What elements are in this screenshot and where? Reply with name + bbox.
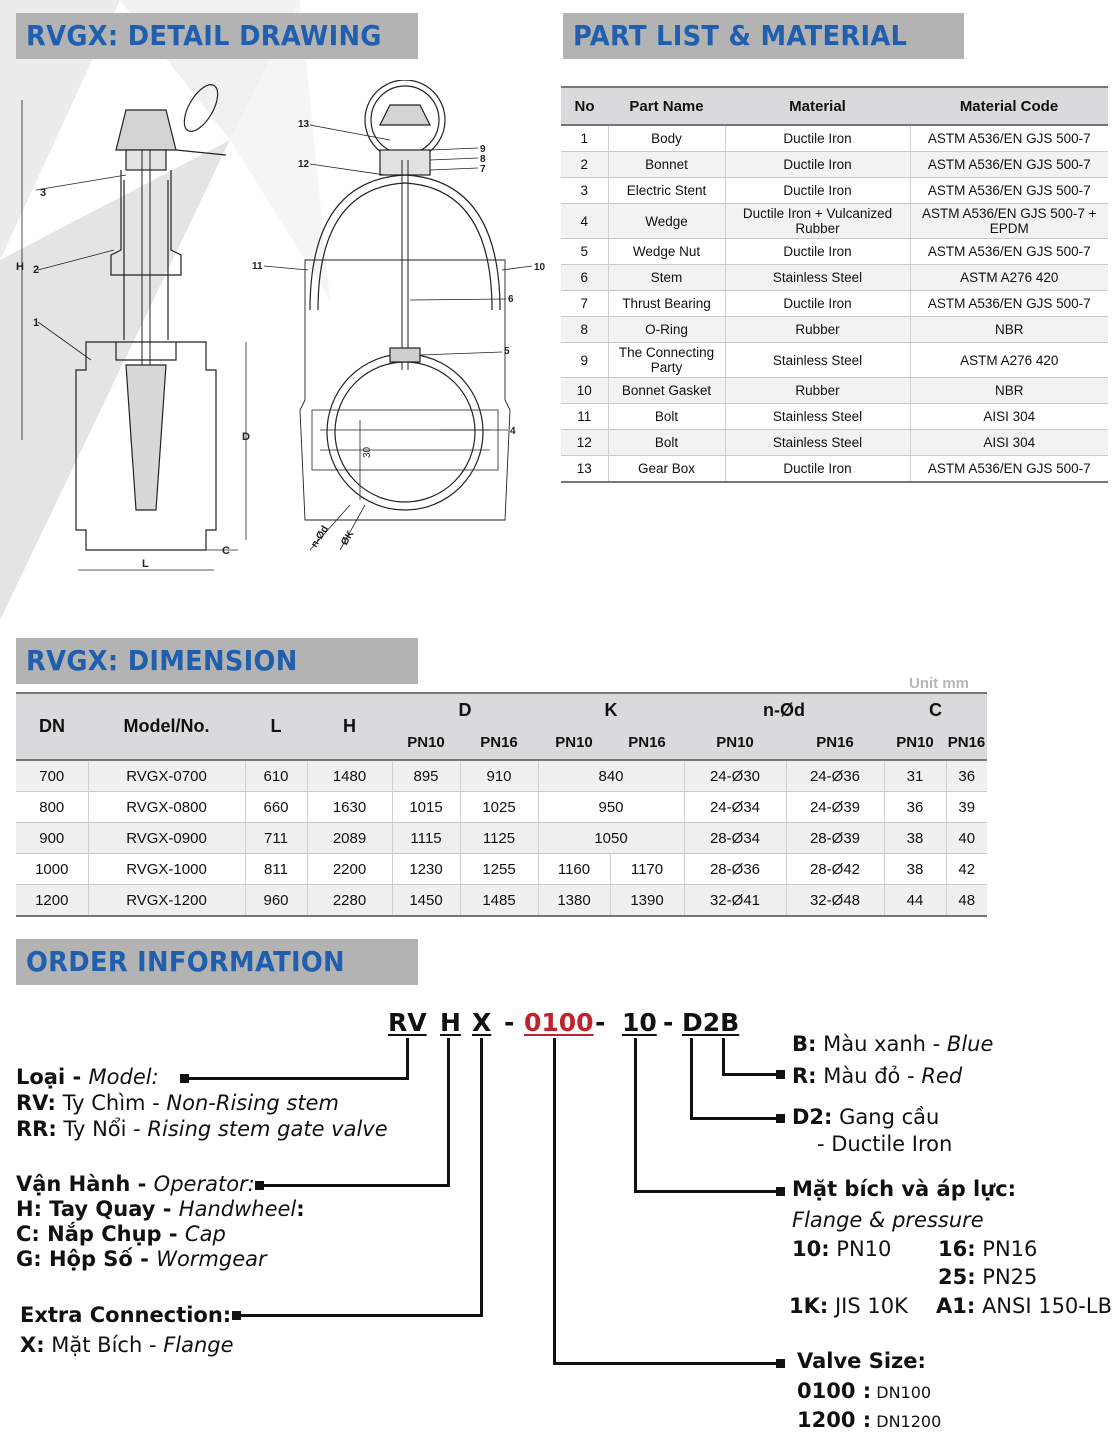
drawing-label: 2 [33, 264, 40, 276]
table-cell: Ductile Iron [725, 125, 910, 152]
column-subheader: PN10 [884, 726, 946, 760]
table-cell: 28-Ø36 [684, 854, 786, 885]
flange-option-10: 10: PN10 [792, 1237, 892, 1261]
table-cell: 1390 [610, 885, 684, 917]
table-cell: ASTM A536/EN GJS 500-7 [910, 239, 1108, 265]
table-cell: RVGX-0800 [88, 792, 245, 823]
column-header: Material Code [910, 87, 1108, 125]
table-row [16, 854, 987, 885]
table-cell: 9 [561, 343, 608, 378]
table-cell: 24-Ø30 [684, 760, 786, 792]
section-title: RVGX: DETAIL DRAWING [26, 19, 382, 52]
column-header: D [392, 693, 538, 726]
table-cell: Bonnet [608, 152, 725, 178]
drawing-label: 9 [480, 144, 486, 155]
table-cell: Rubber [725, 317, 910, 343]
operator-option-c: C: Nắp Chụp - Cap [16, 1222, 226, 1246]
table-cell: 28-Ø42 [786, 854, 884, 885]
table-cell: Stainless Steel [725, 343, 910, 378]
flange-subtitle: Flange & pressure [792, 1208, 984, 1232]
column-subheader: PN16 [610, 726, 684, 760]
table-cell: ASTM A536/EN GJS 500-7 [910, 178, 1108, 204]
table-row [561, 239, 1108, 265]
section-title: PART LIST & MATERIAL [573, 19, 908, 52]
drawing-label: 12 [298, 159, 310, 170]
table-cell: 1160 [538, 854, 610, 885]
flange-option-16: 16: PN16 [938, 1237, 1038, 1261]
drawing-label: n-Ød [309, 523, 331, 550]
table-row [561, 125, 1108, 152]
drawing-label: 8 [480, 154, 486, 165]
valve-size-title: Valve Size: [797, 1349, 926, 1373]
flange-title: Mặt bích và áp lực: [792, 1177, 1017, 1201]
section-header-dimension [16, 638, 418, 684]
table-row [561, 204, 1108, 239]
table-row [561, 265, 1108, 291]
unit-label: Unit mm [909, 675, 969, 692]
table-cell: 2089 [307, 823, 392, 854]
drawing-label: 30 [362, 446, 373, 458]
code-part-connection: X [472, 1008, 492, 1037]
code-part-size: 0100 [524, 1008, 594, 1037]
table-row [561, 430, 1108, 456]
table-cell: 700 [16, 760, 88, 792]
table-row [561, 378, 1108, 404]
table-cell: 2280 [307, 885, 392, 917]
table-cell: 895 [392, 760, 460, 792]
material-option-d2: D2: Gang cầu [792, 1105, 940, 1129]
extra-connection-title: Extra Connection: [20, 1303, 232, 1327]
table-cell: RVGX-0900 [88, 823, 245, 854]
column-header: L [245, 693, 307, 760]
extra-connection-option-x: X: Mặt Bích - Flange [20, 1333, 234, 1357]
flange-option-a1: A1: ANSI 150-LB [936, 1294, 1112, 1318]
section-header-part-list [563, 13, 964, 59]
table-cell: 48 [946, 885, 987, 917]
table-cell: Bonnet Gasket [608, 378, 725, 404]
table-cell: Thrust Bearing [608, 291, 725, 317]
code-separator: - [504, 1008, 515, 1037]
table-cell: 1115 [392, 823, 460, 854]
table-cell: RVGX-1000 [88, 854, 245, 885]
drawing-label: 7 [480, 164, 486, 175]
table-cell: 610 [245, 760, 307, 792]
table-cell: 1015 [392, 792, 460, 823]
table-cell: 1025 [460, 792, 538, 823]
table-cell: 950 [538, 792, 684, 823]
table-cell: 1450 [392, 885, 460, 917]
table-cell: 32-Ø48 [786, 885, 884, 917]
table-cell: 12 [561, 430, 608, 456]
table-row [561, 343, 1108, 378]
table-cell: Stainless Steel [725, 265, 910, 291]
column-header: Part Name [608, 87, 725, 125]
model-title: Loại - Model: [16, 1065, 159, 1089]
drawing-label: D [242, 431, 250, 443]
table-cell: 1 [561, 125, 608, 152]
table-cell: RVGX-0700 [88, 760, 245, 792]
table-cell: 38 [884, 854, 946, 885]
drawing-label: 4 [510, 426, 516, 437]
table-cell: 900 [16, 823, 88, 854]
table-cell: 24-Ø39 [786, 792, 884, 823]
table-cell: ASTM A536/EN GJS 500-7 [910, 152, 1108, 178]
table-cell: 7 [561, 291, 608, 317]
table-cell: 1170 [610, 854, 684, 885]
table-cell: 28-Ø39 [786, 823, 884, 854]
dimension-table [16, 692, 987, 917]
table-cell: 40 [946, 823, 987, 854]
table-cell: 13 [561, 456, 608, 483]
valve-size-option-0100: 0100 : DN100 [797, 1379, 932, 1403]
model-option-rr: RR: Ty Nổi - Rising stem gate valve [16, 1117, 388, 1141]
section-header-detail-drawing [16, 13, 418, 59]
operator-option-h: H: Tay Quay - Handwheel: [16, 1197, 305, 1221]
table-cell: 660 [245, 792, 307, 823]
valve-front-view-drawing [250, 80, 550, 560]
code-separator: - [595, 1008, 606, 1037]
table-row [16, 760, 987, 792]
table-cell: ASTM A276 420 [910, 343, 1108, 378]
table-cell: 2200 [307, 854, 392, 885]
table-cell: Ductile Iron + Vulcanized Rubber [725, 204, 910, 239]
table-cell: 1380 [538, 885, 610, 917]
table-cell: The Connecting Party [608, 343, 725, 378]
table-cell: 1630 [307, 792, 392, 823]
table-cell: 36 [946, 760, 987, 792]
operator-option-g: G: Hộp Số - Wormgear [16, 1247, 267, 1271]
column-header: DN [16, 693, 88, 760]
table-cell: 10 [561, 378, 608, 404]
table-cell: Rubber [725, 378, 910, 404]
table-cell: 1485 [460, 885, 538, 917]
drawing-label: L [142, 558, 149, 570]
table-cell: Stainless Steel [725, 430, 910, 456]
column-header: H [307, 693, 392, 760]
table-cell: O-Ring [608, 317, 725, 343]
table-cell: 11 [561, 404, 608, 430]
color-option-r: R: Màu đỏ - Red [792, 1064, 963, 1088]
column-header: No [561, 87, 608, 125]
table-cell: Bolt [608, 430, 725, 456]
table-cell: RVGX-1200 [88, 885, 245, 917]
column-subheader: PN16 [786, 726, 884, 760]
table-cell: 811 [245, 854, 307, 885]
table-cell: Ductile Iron [725, 152, 910, 178]
table-cell: 1480 [307, 760, 392, 792]
column-header: K [538, 693, 684, 726]
column-subheader: PN10 [684, 726, 786, 760]
table-cell: 24-Ø36 [786, 760, 884, 792]
table-cell: Ductile Iron [725, 239, 910, 265]
table-cell: 36 [884, 792, 946, 823]
table-row [561, 152, 1108, 178]
column-header: C [884, 693, 987, 726]
table-cell: 1125 [460, 823, 538, 854]
section-title: RVGX: DIMENSION [26, 644, 298, 677]
table-cell: ASTM A276 420 [910, 265, 1108, 291]
table-cell: Stem [608, 265, 725, 291]
table-cell: Ductile Iron [725, 456, 910, 483]
table-cell: 28-Ø34 [684, 823, 786, 854]
column-subheader: PN16 [946, 726, 987, 760]
drawing-label: 3 [40, 187, 47, 199]
table-cell: 1200 [16, 885, 88, 917]
table-cell: 38 [884, 823, 946, 854]
table-cell: 1230 [392, 854, 460, 885]
valve-side-view-drawing [16, 80, 261, 580]
drawing-label: 1 [33, 317, 40, 329]
table-cell: ASTM A536/EN GJS 500-7 + EPDM [910, 204, 1108, 239]
table-cell: ASTM A536/EN GJS 500-7 [910, 125, 1108, 152]
table-cell: 6 [561, 265, 608, 291]
table-cell: 840 [538, 760, 684, 792]
table-cell: 960 [245, 885, 307, 917]
column-header: Material [725, 87, 910, 125]
table-cell: 3 [561, 178, 608, 204]
table-cell: AISI 304 [910, 430, 1108, 456]
table-cell: Wedge Nut [608, 239, 725, 265]
column-subheader: PN16 [460, 726, 538, 760]
column-header: Model/No. [88, 693, 245, 760]
table-cell: Ductile Iron [725, 178, 910, 204]
section-header-order-info [16, 939, 418, 985]
table-cell: NBR [910, 378, 1108, 404]
code-part-operator: H [440, 1008, 461, 1037]
table-row [561, 178, 1108, 204]
table-cell: 910 [460, 760, 538, 792]
table-cell: Stainless Steel [725, 404, 910, 430]
table-cell: 1050 [538, 823, 684, 854]
table-cell: 8 [561, 317, 608, 343]
table-cell: Gear Box [608, 456, 725, 483]
table-cell: Body [608, 125, 725, 152]
parts-header-row [561, 87, 1108, 125]
table-row [561, 404, 1108, 430]
operator-title: Vận Hành - Operator: [16, 1172, 255, 1196]
table-cell: NBR [910, 317, 1108, 343]
table-cell: 800 [16, 792, 88, 823]
table-cell: ASTM A536/EN GJS 500-7 [910, 291, 1108, 317]
drawing-label: 5 [504, 346, 510, 357]
drawing-label: H [16, 261, 24, 273]
table-row [561, 456, 1108, 483]
column-header: n-Ød [684, 693, 884, 726]
column-subheader: PN10 [392, 726, 460, 760]
drawing-label: 11 [252, 261, 263, 272]
drawing-label: 13 [298, 119, 310, 130]
table-cell: Ductile Iron [725, 291, 910, 317]
code-part-model: RV [388, 1008, 427, 1037]
table-row [561, 317, 1108, 343]
table-cell: ASTM A536/EN GJS 500-7 [910, 456, 1108, 483]
table-cell: 24-Ø34 [684, 792, 786, 823]
table-cell: Bolt [608, 404, 725, 430]
model-option-rv: RV: Ty Chìm - Non-Rising stem [16, 1091, 339, 1115]
drawing-label: ØK [339, 529, 357, 548]
drawing-label: C [222, 545, 230, 557]
code-separator: - [663, 1008, 674, 1037]
material-option-d2-en: - Ductile Iron [817, 1132, 953, 1156]
table-cell: AISI 304 [910, 404, 1108, 430]
valve-size-option-1200: 1200 : DN1200 [797, 1408, 942, 1432]
table-cell: 44 [884, 885, 946, 917]
parts-table [561, 86, 1108, 483]
table-row [16, 823, 987, 854]
code-part-material-color: D2B [682, 1008, 740, 1037]
table-cell: 2 [561, 152, 608, 178]
table-cell: Wedge [608, 204, 725, 239]
drawing-label: 10 [534, 262, 546, 273]
section-title: ORDER INFORMATION [26, 945, 345, 978]
table-cell: 1000 [16, 854, 88, 885]
flange-option-25: 25: PN25 [938, 1265, 1038, 1289]
flange-option-1k: 1K: JIS 10K [789, 1294, 908, 1318]
drawing-label: 6 [508, 294, 514, 305]
table-cell: 31 [884, 760, 946, 792]
table-cell: 711 [245, 823, 307, 854]
table-cell: 32-Ø41 [684, 885, 786, 917]
table-cell: 1255 [460, 854, 538, 885]
table-row [16, 885, 987, 917]
table-cell: 42 [946, 854, 987, 885]
color-option-b: B: Màu xanh - Blue [792, 1032, 994, 1056]
table-cell: 39 [946, 792, 987, 823]
table-row [561, 291, 1108, 317]
table-row [16, 792, 987, 823]
table-cell: 4 [561, 204, 608, 239]
code-part-flange: 10 [622, 1008, 657, 1037]
table-cell: 5 [561, 239, 608, 265]
table-cell: Electric Stent [608, 178, 725, 204]
column-subheader: PN10 [538, 726, 610, 760]
